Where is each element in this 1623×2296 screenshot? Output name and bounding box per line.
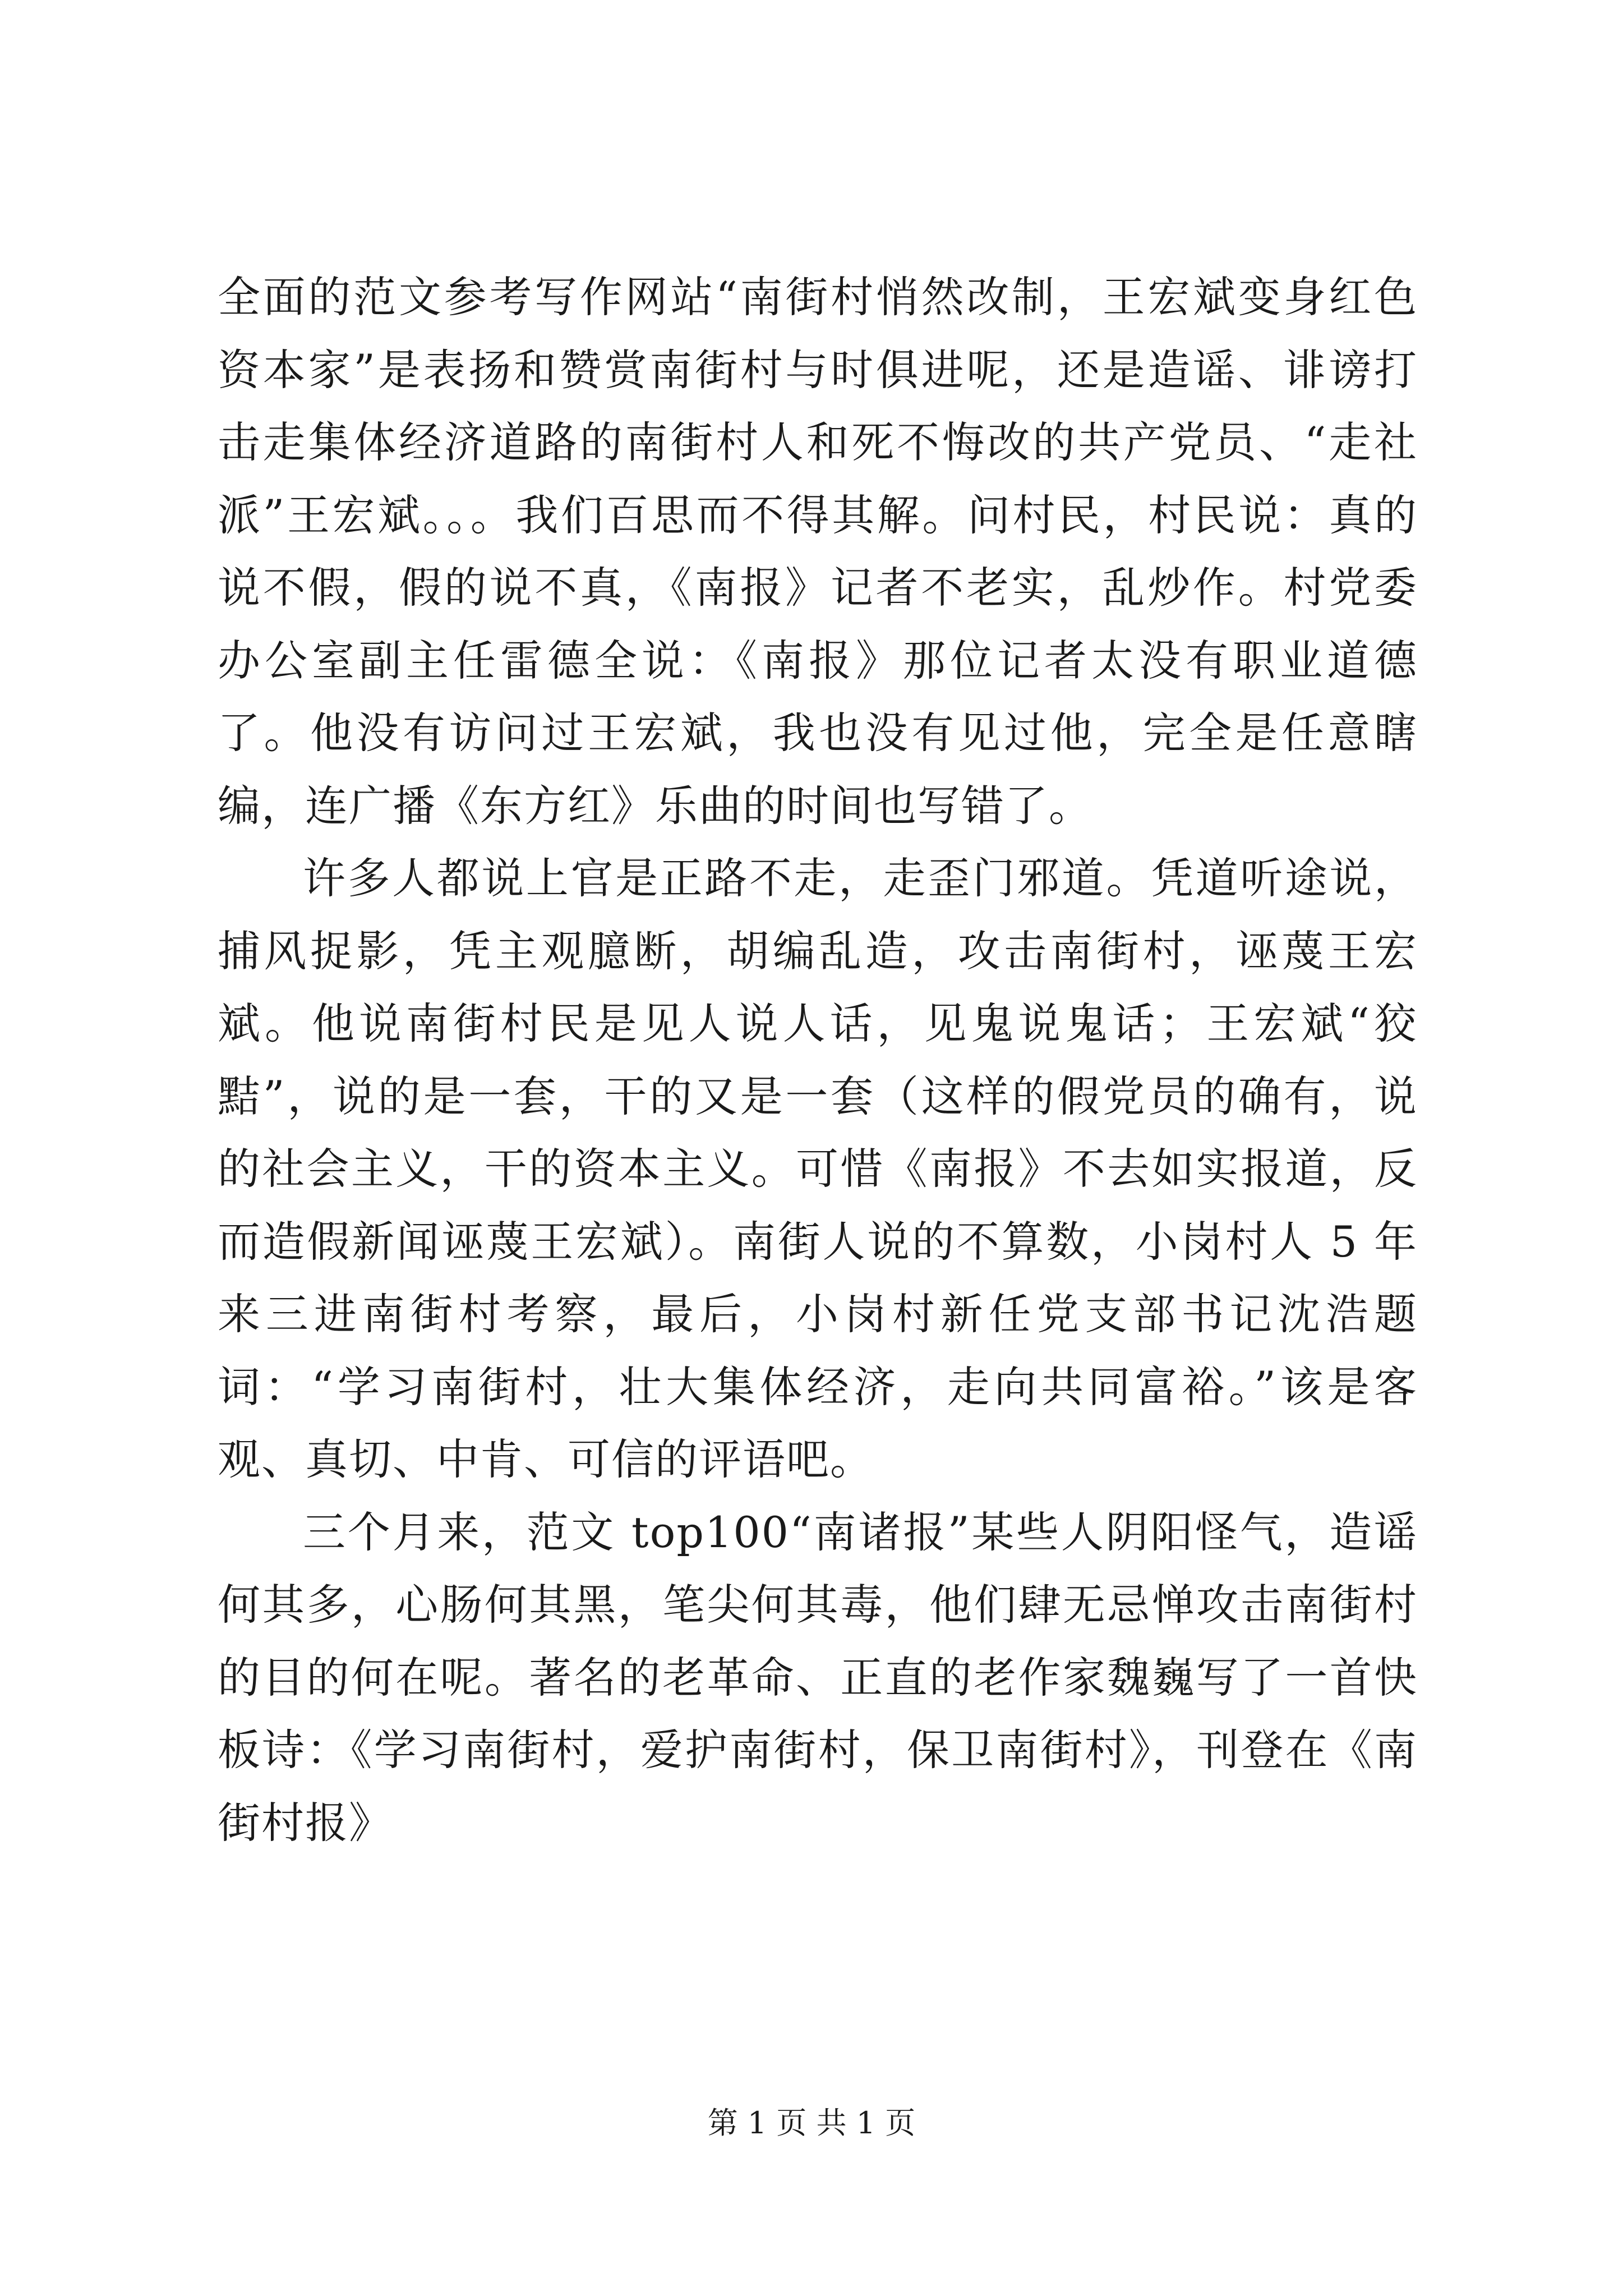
paragraph-3: 三个月来，范文 top100“南诸报”某些人阴阳怪气，造谣何其多，心肠何其黑，笔尖何其毒，他们肆无忌惮攻击南街村的目的何在呢。著名的老革命、正直的老作家魏巍写了一首快板诗：《学习南街村，爱护南街村，保卫南街村》，刊登在《南街村报》	[218, 1507, 1418, 1848]
paragraph-1: 全面的范文参考写作网站“南街村悄然改制，王宏斌变身红色资本家”是表扬和赞赏南街村与时俱进呢，还是造谣、诽谤打击走集体经济道路的南街村人和死不悔改的共产党员、“走社派”王宏斌。。。我们百思而不得其解。问村民，村民说：真的说不假，假的说不真，《南报》记者不老实，乱炒作。村党委办公室副主任雷德全说：《南报》那位记者太没有职业道德了。他没有访问过王宏斌，我也没有见过他，完全是任意瞎编，连广播《东方红》乐曲的时间也写错了。	[218, 272, 1418, 831]
paragraph-2: 许多人都说上官是正路不走，走歪门邪道。凭道听途说，捕风捉影，凭主观臆断，胡编乱造，攻击南街村，诬蔑王宏斌。他说南街村民是见人说人话，见鬼说鬼话；王宏斌“狡黠”，说的是一套，干的又是一套（这样的假党员的确有，说的社会主义，干的资本主义。可惜《南报》不去如实报道，反而造假新闻诬蔑王宏斌）。南街人说的不算数，小岗村人 5 年来三进南街村考察，最后，小岗村新任党支部书记沈浩题词：“学习南街村，壮大集体经济，走向共同富裕。”该是客观、真切、中肯、可信的评语吧。	[218, 853, 1418, 1484]
page-footer: 第 1 页 共 1 页	[707, 2105, 916, 2141]
document-body	[218, 261, 1418, 1859]
